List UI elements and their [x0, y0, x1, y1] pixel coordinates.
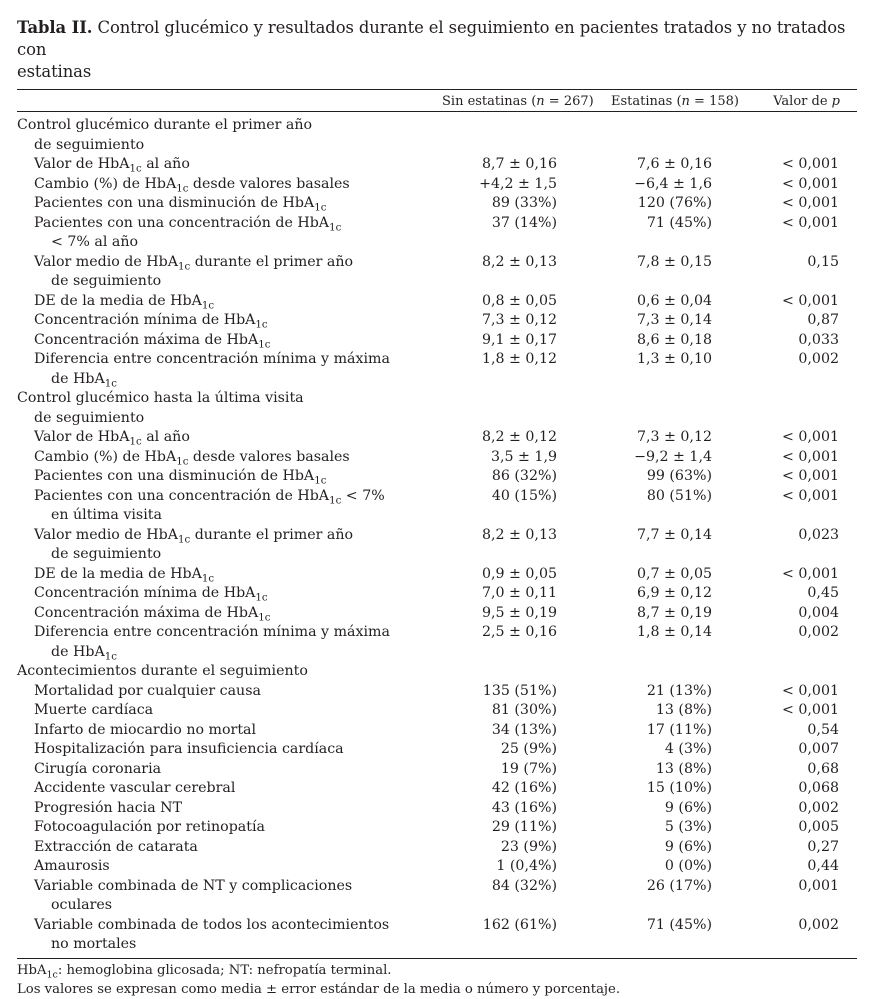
table-row [17, 721, 857, 741]
value-p: 0,45 [807, 585, 839, 601]
footnote-abbreviations: HbA$_{1c}$: hemoglobina glicosada; NT: nefropatía terminal. [17, 962, 392, 980]
value-sin-estatinas: 1,8 ± 0,12 [481, 351, 557, 367]
row-label [17, 350, 434, 389]
row-label [17, 389, 417, 428]
value-sin-estatinas: 2,5 ± 0,16 [481, 624, 557, 640]
row-label-line: Cirugía coronaria [34, 760, 162, 777]
value-sin-estatinas: 84 (32%) [491, 877, 557, 894]
value-estatinas: 71 (45%) [646, 916, 712, 933]
value-p: 0,87 [807, 312, 839, 328]
value-p: < 0,001 [781, 702, 839, 718]
row-label-line: Variable combinada de todos los acontecimientos [34, 916, 390, 933]
row-label-line: Valor de HbA$_{1c}$ al año [34, 429, 190, 448]
row-label-continuation: de seguimiento [51, 546, 162, 562]
value-sin-estatinas: 29 (11%) [491, 819, 557, 835]
row-label-line: Acontecimientos durante el seguimiento [17, 663, 308, 679]
value-estatinas: −9,2 ± 1,4 [634, 448, 712, 465]
value-estatinas: 13 (8%) [655, 760, 712, 777]
table-row [17, 701, 857, 721]
row-label [17, 116, 417, 155]
row-label [17, 311, 434, 331]
row-label-line: Pacientes con una concentración de HbA$_{1c}$ < 7% [34, 487, 385, 507]
table-row [17, 779, 857, 799]
row-label [17, 155, 434, 175]
value-estatinas: 5 (3%) [664, 819, 712, 835]
row-label-line: Muerte cardíaca [34, 702, 154, 718]
value-sin-estatinas: 25 (9%) [500, 741, 557, 757]
row-label-line: Amaurosis [34, 858, 110, 874]
value-estatinas: 4 (3%) [664, 741, 712, 757]
row-label-line: DE de la media de HbA$_{1c}$ [34, 292, 215, 312]
row-label [17, 428, 434, 448]
table-row [17, 331, 857, 351]
value-estatinas: 120 (76%) [637, 195, 712, 211]
value-estatinas: 8,7 ± 0,19 [636, 604, 712, 621]
table-row [17, 857, 857, 877]
value-sin-estatinas: 8,2 ± 0,13 [481, 253, 557, 270]
value-sin-estatinas: 135 (51%) [482, 682, 557, 699]
table-row [17, 760, 857, 780]
row-label-line: Concentración mínima de HbA$_{1c}$ [34, 312, 268, 331]
row-label-line: Control glucémico durante el primer año [17, 117, 313, 133]
row-label [17, 604, 434, 624]
value-p: < 0,001 [781, 487, 839, 504]
row-label [17, 701, 434, 721]
value-sin-estatinas: 43 (16%) [491, 799, 557, 816]
row-label [17, 448, 434, 468]
table-row [17, 838, 857, 858]
row-label [17, 253, 434, 292]
row-label [17, 467, 434, 487]
value-p: 0,068 [798, 780, 839, 796]
row-label [17, 487, 434, 526]
value-sin-estatinas: 8,2 ± 0,12 [481, 429, 557, 445]
table-row [17, 526, 857, 565]
row-label-line: Progresión hacia NT [34, 799, 183, 816]
value-sin-estatinas: 7,3 ± 0,12 [481, 312, 557, 328]
value-estatinas: 7,3 ± 0,14 [636, 312, 712, 328]
value-p: 0,033 [798, 331, 839, 348]
table-row [17, 565, 857, 585]
value-p: 0,001 [798, 877, 839, 894]
row-label-continuation: de seguimiento [34, 136, 145, 153]
value-sin-estatinas: 19 (7%) [500, 760, 557, 777]
value-p: < 0,001 [781, 175, 839, 192]
row-label-line: Concentración mínima de HbA$_{1c}$ [34, 585, 268, 604]
row-label-line: Valor medio de HbA$_{1c}$ durante el primer año [34, 253, 354, 273]
value-sin-estatinas: 37 (14%) [491, 214, 557, 231]
section-row [17, 662, 857, 682]
table-row [17, 214, 857, 253]
value-sin-estatinas: 1 (0,4%) [496, 858, 557, 874]
value-sin-estatinas: 8,2 ± 0,13 [481, 526, 557, 543]
row-label [17, 331, 434, 351]
row-label-continuation: de HbA$_{1c}$ [51, 370, 117, 390]
value-estatinas: 9 (6%) [664, 799, 712, 816]
value-p: 0,54 [807, 721, 839, 738]
value-p: 0,002 [798, 624, 839, 640]
value-p: 0,44 [807, 858, 839, 874]
row-label-line: Pacientes con una disminución de HbA$_{1c}$ [34, 195, 327, 214]
value-p: 0,002 [798, 799, 839, 816]
value-sin-estatinas: 9,1 ± 0,17 [481, 331, 557, 348]
value-p: 0,002 [798, 916, 839, 933]
row-label [17, 662, 417, 682]
value-estatinas: 1,8 ± 0,14 [636, 624, 712, 640]
row-label [17, 916, 434, 955]
value-p: 0,68 [807, 760, 839, 777]
table-row [17, 448, 857, 468]
row-label [17, 799, 434, 819]
row-label [17, 682, 434, 702]
value-sin-estatinas: 0,9 ± 0,05 [481, 565, 557, 582]
value-p: 0,007 [798, 741, 839, 757]
table-row [17, 487, 857, 526]
value-estatinas: 13 (8%) [655, 702, 712, 718]
table-row [17, 311, 857, 331]
table-row [17, 253, 857, 292]
value-p: < 0,001 [781, 565, 839, 582]
row-label-line: Control glucémico hasta la última visita [17, 390, 304, 406]
header-valor-p: Valor de p [773, 94, 840, 109]
value-sin-estatinas: 34 (13%) [491, 721, 557, 738]
value-sin-estatinas: 8,7 ± 0,16 [481, 156, 557, 172]
row-label-continuation: oculares [51, 897, 113, 913]
value-estatinas: 9 (6%) [664, 838, 712, 855]
row-label-continuation: no mortales [51, 936, 137, 952]
value-estatinas: 0,6 ± 0,04 [636, 292, 712, 309]
header-sin-estatinas: Sin estatinas (n = 267) [442, 94, 594, 109]
row-label-line: Hospitalización para insuficiencia cardíaca [34, 741, 344, 757]
row-label [17, 818, 434, 838]
value-p: 0,15 [807, 253, 839, 270]
row-label-line: DE de la media de HbA$_{1c}$ [34, 565, 215, 585]
value-estatinas: 7,7 ± 0,14 [636, 526, 712, 543]
caption-label: Tabla II. [17, 18, 93, 37]
row-label-line: Diferencia entre concentración mínima y máxima [34, 624, 390, 640]
value-sin-estatinas: 3,5 ± 1,9 [490, 448, 557, 465]
value-p: 0,023 [798, 526, 839, 543]
row-label [17, 740, 434, 760]
table-row [17, 584, 857, 604]
value-p: < 0,001 [781, 468, 839, 484]
row-label-line: Valor de HbA$_{1c}$ al año [34, 156, 190, 175]
table-row [17, 175, 857, 195]
row-label-line: Diferencia entre concentración mínima y máxima [34, 351, 390, 367]
value-estatinas: 15 (10%) [646, 780, 712, 796]
row-label [17, 779, 434, 799]
row-label [17, 565, 434, 585]
value-p: < 0,001 [781, 292, 839, 309]
table-row [17, 604, 857, 624]
footnote-values: Los valores se expresan como media ± error estándar de la media o número y porcentaje. [17, 981, 621, 997]
value-p: < 0,001 [781, 214, 839, 231]
header-estatinas: Estatinas (n = 158) [611, 94, 739, 109]
value-p: 0,002 [798, 351, 839, 367]
value-estatinas: 7,3 ± 0,12 [636, 429, 712, 445]
row-label-continuation: de HbA$_{1c}$ [51, 643, 117, 663]
table-figure [17, 17, 857, 999]
value-estatinas: 80 (51%) [646, 487, 712, 504]
row-label [17, 584, 434, 604]
row-label-line: Concentración máxima de HbA$_{1c}$ [34, 604, 271, 624]
value-sin-estatinas: 23 (9%) [500, 838, 557, 855]
section-row [17, 116, 857, 155]
row-label [17, 175, 434, 195]
row-label-line: Valor medio de HbA$_{1c}$ durante el primer año [34, 526, 354, 546]
table-row [17, 428, 857, 448]
row-label-continuation: de seguimiento [51, 273, 162, 289]
row-label [17, 292, 434, 312]
value-estatinas: 0 (0%) [664, 858, 712, 874]
row-label-line: Infarto de miocardio no mortal [34, 721, 257, 738]
value-estatinas: 7,6 ± 0,16 [636, 156, 712, 172]
value-p: 0,005 [798, 819, 839, 835]
table-row [17, 877, 857, 916]
value-estatinas: 8,6 ± 0,18 [636, 331, 712, 348]
table-caption [17, 17, 857, 83]
value-p: < 0,001 [781, 429, 839, 445]
value-p: 0,004 [798, 604, 839, 621]
value-estatinas: 99 (63%) [646, 468, 712, 484]
value-p: < 0,001 [781, 682, 839, 699]
row-label-line: Variable combinada de NT y complicaciones [34, 877, 353, 894]
value-p: 0,27 [807, 838, 839, 855]
row-label-line: Fotocoagulación por retinopatía [34, 819, 265, 835]
row-label [17, 760, 434, 780]
caption-text: Control glucémico y resultados durante el seguimiento en pacientes tratados y no tratados con [17, 18, 846, 59]
table-row [17, 916, 857, 955]
row-label-line: Pacientes con una disminución de HbA$_{1c}$ [34, 468, 327, 487]
row-label [17, 526, 434, 565]
value-sin-estatinas: 86 (32%) [491, 468, 557, 484]
table-footnotes [17, 959, 857, 999]
value-sin-estatinas: 162 (61%) [482, 916, 557, 933]
value-estatinas: 21 (13%) [646, 682, 712, 699]
row-label-line: Cambio (%) de HbA$_{1c}$ desde valores basales [34, 448, 350, 468]
table-header [17, 90, 857, 111]
table-row [17, 194, 857, 214]
table-body [17, 112, 857, 958]
section-row [17, 389, 857, 428]
value-sin-estatinas: 40 (15%) [491, 487, 557, 504]
value-estatinas: 0,7 ± 0,05 [636, 565, 712, 582]
row-label [17, 877, 434, 916]
row-label-line: Concentración máxima de HbA$_{1c}$ [34, 331, 271, 351]
table-row [17, 155, 857, 175]
table-row [17, 818, 857, 838]
value-estatinas: −6,4 ± 1,6 [634, 175, 712, 192]
row-label-continuation: de seguimiento [34, 409, 145, 426]
row-label-line: Extracción de catarata [34, 838, 198, 855]
row-label [17, 623, 434, 662]
table-row [17, 292, 857, 312]
table-row [17, 467, 857, 487]
value-estatinas: 1,3 ± 0,10 [636, 351, 712, 367]
row-label-continuation: < 7% al año [51, 234, 139, 250]
value-p: < 0,001 [781, 156, 839, 172]
value-sin-estatinas: 7,0 ± 0,11 [481, 585, 557, 601]
row-label-line: Pacientes con una concentración de HbA$_{1c}$ [34, 214, 342, 234]
row-label-line: Accidente vascular cerebral [34, 780, 236, 796]
value-estatinas: 17 (11%) [646, 721, 712, 738]
row-label-line: Mortalidad por cualquier causa [34, 682, 261, 699]
value-sin-estatinas: 9,5 ± 0,19 [481, 604, 557, 621]
table-row [17, 623, 857, 662]
caption-text-continued: estatinas [17, 62, 92, 81]
value-estatinas: 6,9 ± 0,12 [636, 585, 712, 601]
value-p: < 0,001 [781, 195, 839, 211]
value-estatinas: 26 (17%) [646, 877, 712, 894]
table-row [17, 350, 857, 389]
value-estatinas: 71 (45%) [646, 214, 712, 231]
row-label [17, 194, 434, 214]
table-row [17, 682, 857, 702]
row-label [17, 721, 434, 741]
row-label [17, 838, 434, 858]
value-sin-estatinas: 81 (30%) [491, 702, 557, 718]
table-row [17, 740, 857, 760]
row-label [17, 214, 434, 253]
row-label-line: Cambio (%) de HbA$_{1c}$ desde valores basales [34, 175, 350, 195]
row-label-continuation: en última visita [51, 507, 162, 523]
value-sin-estatinas: 89 (33%) [491, 195, 557, 211]
value-p: < 0,001 [781, 448, 839, 465]
row-label [17, 857, 434, 877]
value-estatinas: 7,8 ± 0,15 [636, 253, 712, 270]
table-row [17, 799, 857, 819]
value-sin-estatinas: 0,8 ± 0,05 [481, 292, 557, 309]
value-sin-estatinas: +4,2 ± 1,5 [479, 175, 557, 192]
value-sin-estatinas: 42 (16%) [491, 780, 557, 796]
